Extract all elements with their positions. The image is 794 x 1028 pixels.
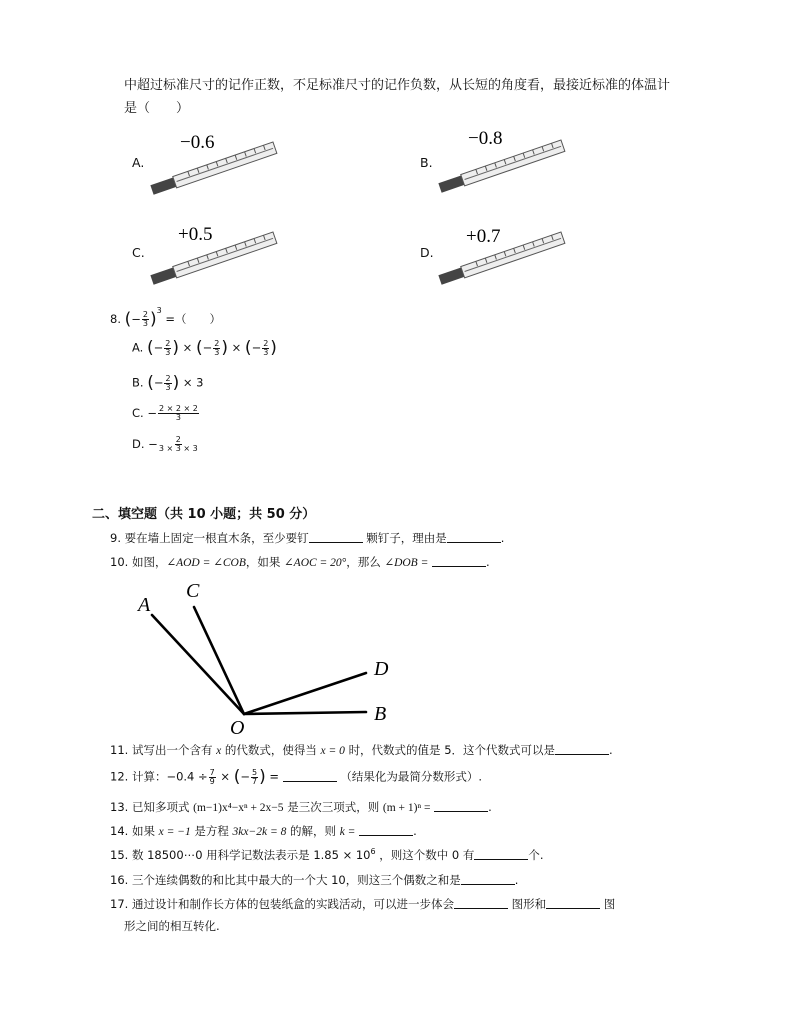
section-heading: 二、填空题（共 10 小题；共 50 分） bbox=[92, 507, 316, 522]
q15: 15. 数 18500⋯0 用科学记数法表示是 $1.85 \times 10^6$ ，则这个数中 0 有 个. bbox=[110, 847, 544, 862]
q7-option-d[interactable]: D. bbox=[420, 245, 434, 260]
q12-blank[interactable] bbox=[283, 769, 337, 782]
thermometer-b-label: −0.8 bbox=[468, 128, 503, 149]
q10: 10. 如图，∠AOD = ∠COB，如果 ∠AOC = 20°，那么 ∠DOB = . bbox=[110, 555, 490, 569]
q8-option-c[interactable]: C. − $\frac{2 \times 2 \times 2}{3}$ bbox=[132, 404, 198, 422]
q7-option-a[interactable]: A. bbox=[132, 155, 145, 170]
q14: 14. 如果 x = −1 是方程 3kx−2k = 8 的解，则 k = . bbox=[110, 824, 417, 838]
ray-od bbox=[244, 673, 366, 714]
q17-blank-2[interactable] bbox=[546, 896, 600, 909]
q12: 12. 计算：−0.4 ÷ $\frac{7}{9}$ × (− $\frac{5}{7}$ ) = （结果化为最简分数形式）. bbox=[110, 767, 482, 787]
q14-blank[interactable] bbox=[359, 823, 413, 836]
q16-blank[interactable] bbox=[461, 872, 515, 885]
q7-option-c[interactable]: C. bbox=[132, 245, 145, 260]
q8-stem: 8. (− $\frac{2}{3}$ )$^3$ =（ ） bbox=[110, 306, 222, 330]
q7-stem-line2: 是（ ） bbox=[124, 101, 190, 116]
thermometer-d-label: +0.7 bbox=[466, 226, 501, 247]
thermometer-a-label: −0.6 bbox=[180, 132, 215, 153]
q17-line2: 形之间的相互转化. bbox=[124, 919, 220, 933]
q15-blank[interactable] bbox=[474, 847, 528, 860]
thermometer-c bbox=[148, 218, 288, 286]
ray-ob bbox=[244, 712, 366, 714]
thermometer-b bbox=[436, 124, 576, 194]
q10-blank[interactable] bbox=[432, 554, 486, 567]
ray-oa bbox=[152, 615, 244, 714]
q8-option-d[interactable]: D. − $\frac{2}{3 \times 3 \times 3}$ bbox=[132, 435, 198, 453]
q13-blank[interactable] bbox=[434, 799, 488, 812]
angle-figure bbox=[130, 575, 400, 735]
point-c-label: C bbox=[186, 580, 200, 602]
point-b-label: B bbox=[374, 703, 387, 725]
q9-blank-1[interactable] bbox=[309, 530, 363, 543]
q17-blank-1[interactable] bbox=[454, 896, 508, 909]
thermometer-a bbox=[148, 128, 288, 196]
thermometer-d bbox=[436, 218, 576, 286]
q7-option-b[interactable]: B. bbox=[420, 155, 433, 170]
point-d-label: D bbox=[374, 658, 389, 680]
point-o-label: O bbox=[230, 717, 245, 735]
ray-oc bbox=[194, 607, 244, 714]
q8-option-b[interactable]: B. (− $\frac{2}{3}$ ) × 3 bbox=[132, 373, 204, 393]
thermometer-c-label: +0.5 bbox=[178, 224, 213, 245]
q11: 11. 试写出一个含有 x 的代数式，使得当 x = 0 时，代数式的值是 5．这个代数式可以是 . bbox=[110, 743, 613, 757]
q16: 16. 三个连续偶数的和比其中最大的一个大 10，则这三个偶数之和是 . bbox=[110, 873, 519, 887]
q13: 13. 已知多项式 (m−1)x⁴−xⁿ + 2x−5 是三次三项式，则 (m + 1)ⁿ = . bbox=[110, 800, 492, 814]
q17: 17. 通过设计和制作长方体的包装纸盒的实践活动，可以进一步体会 图形和 图 bbox=[110, 897, 616, 911]
q9-blank-2[interactable] bbox=[447, 530, 501, 543]
q9: 9. 要在墙上固定一根直木条，至少要钉 颗钉子，理由是 . bbox=[110, 531, 505, 545]
q8-option-a[interactable]: A. (− $\frac{2}{3}$ ) × (− $\frac{2}{3}$ ) × (− $\frac{2}{3}$ ) bbox=[132, 338, 277, 358]
q11-blank[interactable] bbox=[555, 742, 609, 755]
q7-stem-line1: 中超过标准尺寸的记作正数，不足标准尺寸的记作负数，从长短的角度看，最接近标准的体温计 bbox=[124, 78, 671, 93]
point-a-label: A bbox=[138, 594, 151, 616]
